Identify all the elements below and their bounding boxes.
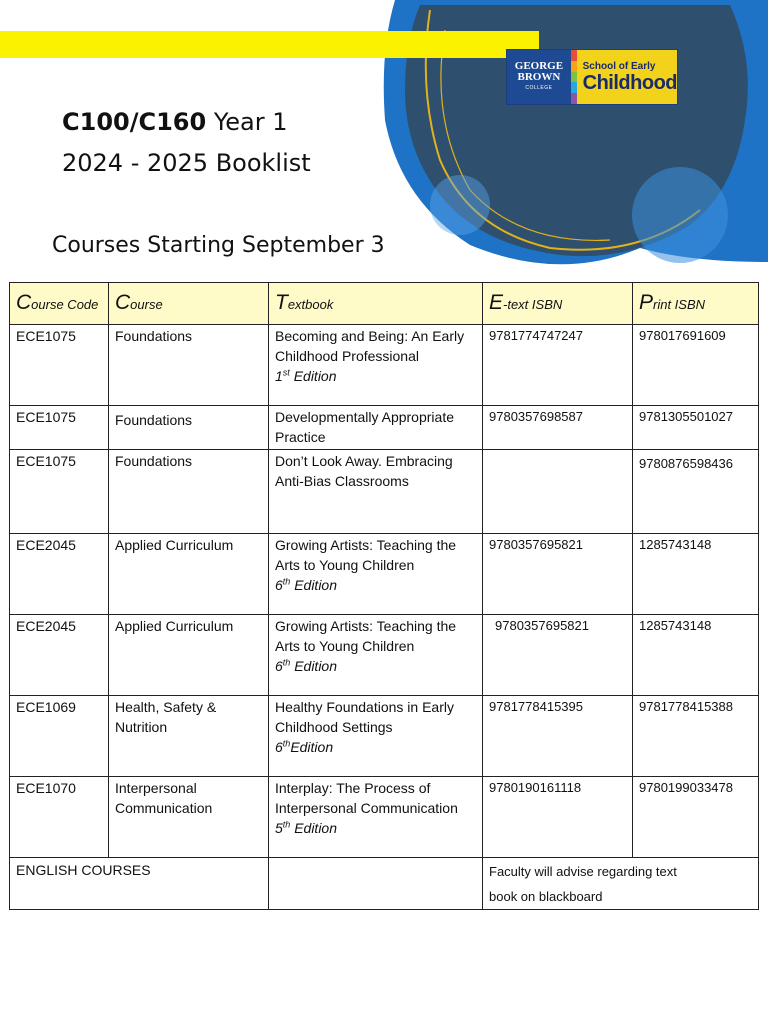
course-code-cell: ECE1075 xyxy=(10,450,109,534)
textbook-cell: Don’t Look Away. Embracing Anti-Bias Classrooms xyxy=(269,450,483,534)
table-header-row xyxy=(10,283,759,325)
edition-text: 6thEdition xyxy=(275,738,334,755)
textbook-cell-empty xyxy=(269,858,483,910)
edition-text: 6th Edition xyxy=(275,576,338,593)
print-isbn-cell: 1285743148 xyxy=(633,615,759,696)
print-isbn-cell: 9781778415388 xyxy=(633,696,759,777)
textbook-cell: Healthy Foundations in Early Childhood Settings 6thEdition xyxy=(269,696,483,777)
light-blue-circle xyxy=(632,167,728,263)
college-logo xyxy=(506,49,678,105)
edition-text: 6th Edition xyxy=(275,657,338,674)
print-isbn-cell: 9780876598436 xyxy=(633,450,759,534)
header-course-code: Course Code xyxy=(10,283,109,325)
course-code-cell: ECE1069 xyxy=(10,696,109,777)
course-code-cell: ECE2045 xyxy=(10,615,109,696)
course-code-cell: ECE1075 xyxy=(10,325,109,406)
edition-text: 1st Edition xyxy=(275,367,337,384)
english-courses-row xyxy=(10,858,759,910)
course-cell: Health, Safety & Nutrition xyxy=(109,696,269,777)
etext-isbn-cell: 9781774747247 xyxy=(483,325,633,406)
textbook-cell: Interplay: The Process of Interpersonal Communication 5th Edition xyxy=(269,777,483,858)
etext-isbn-cell: 9781778415395 xyxy=(483,696,633,777)
print-isbn-cell: 9780199033478 xyxy=(633,777,759,858)
etext-isbn-cell: 9780357695821 xyxy=(483,534,633,615)
header-print-isbn: Print ISBN xyxy=(633,283,759,325)
etext-isbn-cell: 9780357698587 xyxy=(483,406,633,450)
booklist-year: 2024 - 2025 Booklist xyxy=(62,149,311,177)
table-row xyxy=(10,406,759,450)
course-cell: Foundations xyxy=(109,325,269,406)
textbook-cell: Growing Artists: Teaching the Arts to Young Children 6th Edition xyxy=(269,615,483,696)
course-cell: Applied Curriculum xyxy=(109,534,269,615)
table-row xyxy=(10,777,759,858)
print-isbn-cell: 9781305501027 xyxy=(633,406,759,450)
header-etext-isbn: E-text ISBN xyxy=(483,283,633,325)
program-title: C100/C160 Year 1 xyxy=(62,108,288,136)
english-courses-note: Faculty will advise regarding text book on blackboard xyxy=(483,858,759,910)
table-row xyxy=(10,325,759,406)
table-row xyxy=(10,450,759,534)
yellow-accent-bar xyxy=(0,31,539,58)
course-cell: Applied Curriculum xyxy=(109,615,269,696)
edition-text: 5th Edition xyxy=(275,819,338,836)
english-courses-label: ENGLISH COURSES xyxy=(10,858,269,910)
etext-isbn-cell xyxy=(483,450,633,534)
table-row xyxy=(10,696,759,777)
courses-heading: Courses Starting September 3 xyxy=(52,233,385,258)
textbook-cell: Becoming and Being: An Early Childhood Professional 1st Edition xyxy=(269,325,483,406)
course-code-cell: ECE2045 xyxy=(10,534,109,615)
course-code-cell: ECE1075 xyxy=(10,406,109,450)
logo-school-name: School of Early Childhood xyxy=(577,50,677,104)
course-cell: Interpersonal Communication xyxy=(109,777,269,858)
header-course: Course xyxy=(109,283,269,325)
etext-isbn-cell: 9780190161118 xyxy=(483,777,633,858)
textbook-cell: Developmentally Appropriate Practice xyxy=(269,406,483,450)
course-cell: Foundations xyxy=(109,406,269,450)
booklist-table xyxy=(9,282,759,910)
etext-isbn-cell: 9780357695821 xyxy=(483,615,633,696)
course-code-cell: ECE1070 xyxy=(10,777,109,858)
header-textbook: Textbook xyxy=(269,283,483,325)
table-row xyxy=(10,534,759,615)
textbook-cell: Growing Artists: Teaching the Arts to Young Children 6th Edition xyxy=(269,534,483,615)
course-cell: Foundations xyxy=(109,450,269,534)
table-row xyxy=(10,615,759,696)
print-isbn-cell: 1285743148 xyxy=(633,534,759,615)
light-blue-circle-small xyxy=(430,175,490,235)
print-isbn-cell: 978017691609 xyxy=(633,325,759,406)
logo-george-brown: GEORGE BROWN COLLEGE xyxy=(507,50,571,104)
